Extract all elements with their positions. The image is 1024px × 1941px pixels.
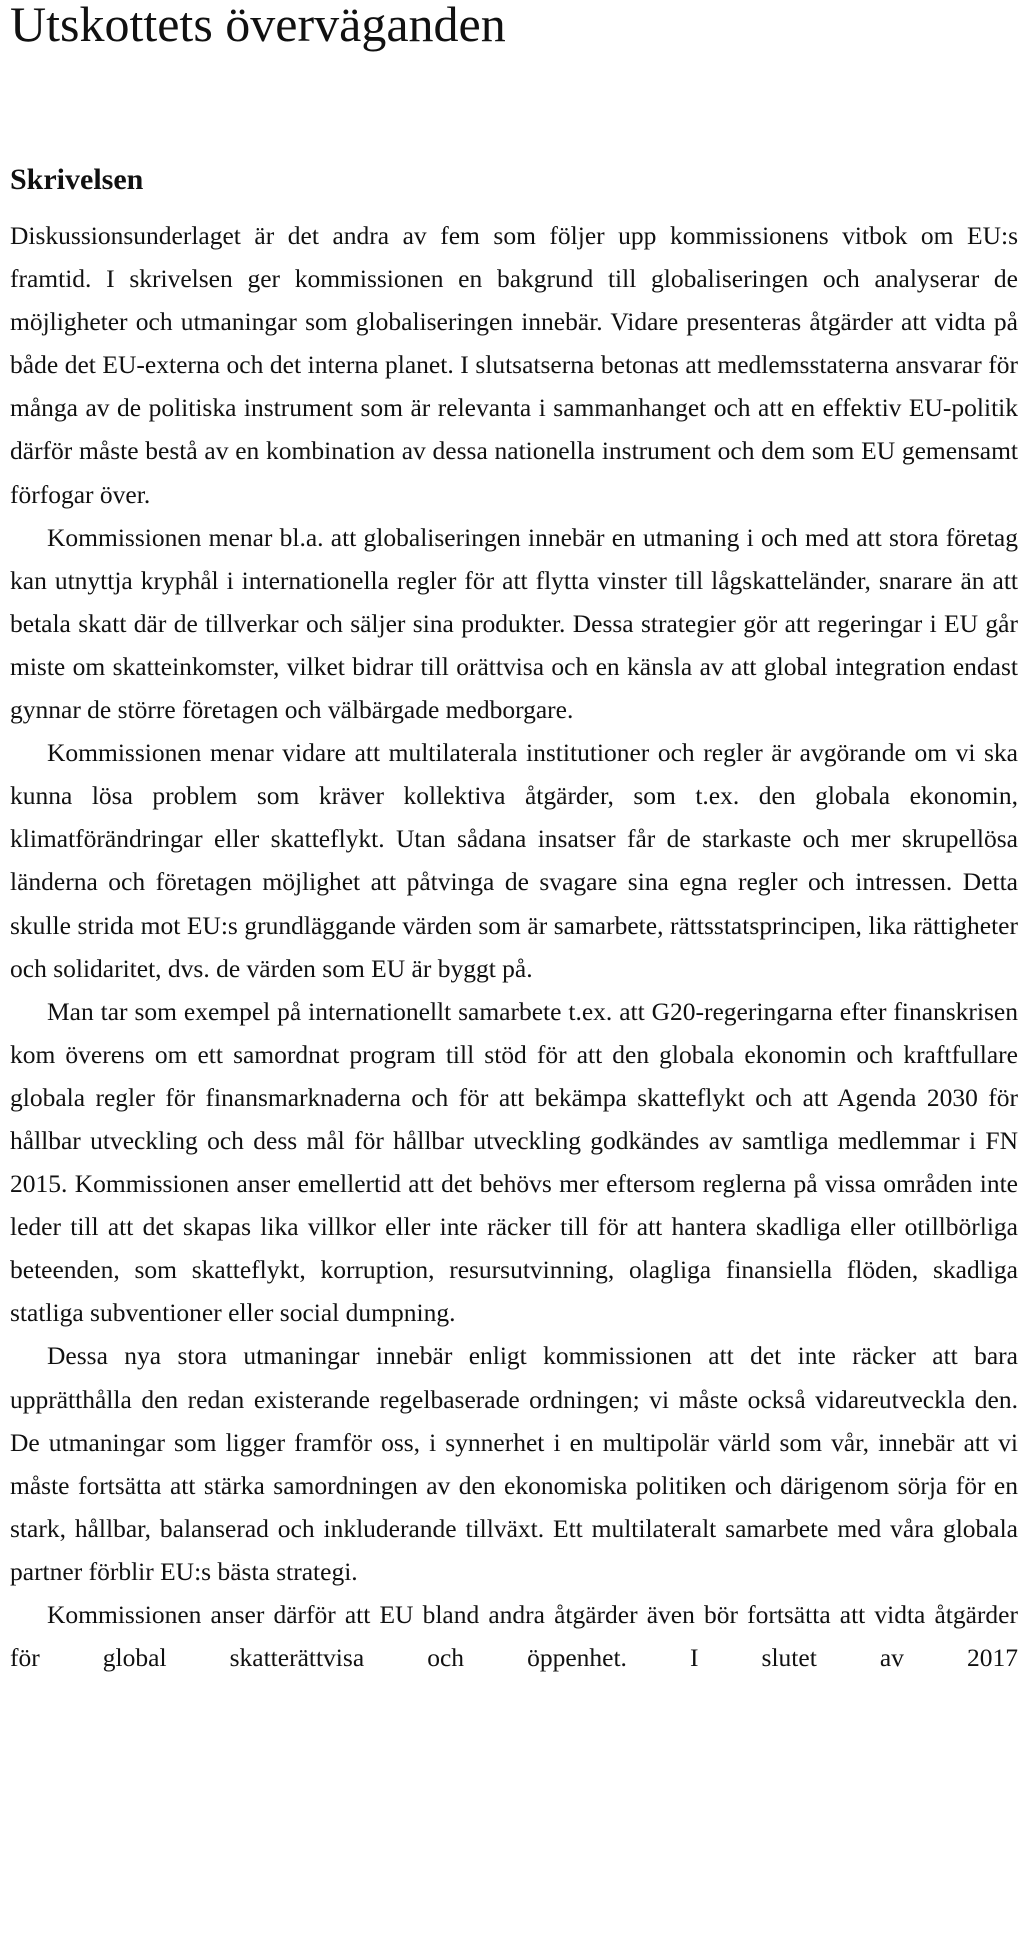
paragraph-3: Kommissionen menar vidare att multilaterala institutioner och regler är avgörande om vi ska kunna lösa problem som kräver kollektiva åtgärder, som t.ex. den globala ekonomin, klimatförändringar eller skatteflykt. Utan sådana insatser får de starkaste och mer skrupellösa länderna och företagen möjlighet att påtvinga de svagare sina egna regler och intressen. Detta skulle strida mot EU:s grundläggande värden som är samarbete, rättsstatsprincipen, lika rättigheter och solidaritet, dvs. de värden som EU är byggt på. <box>10 738 1018 983</box>
page-title: Utskottets överväganden <box>10 0 506 52</box>
paragraph-5: Dessa nya stora utmaningar innebär enligt kommissionen att det inte räcker att bara upprätthålla den redan existerande regelbaserade ordningen; vi måste också vidareutveckla den. De utmaningar som ligger framför oss, i synnerhet i en multipolär värld som vår, innebär att vi måste fortsätta att stärka samordningen av den ekonomiska politiken och därigenom sörja för en stark, hållbar, balanserad och inkluderande tillväxt. Ett multilateralt samarbete med våra globala partner förblir EU:s bästa strategi. <box>10 1341 1018 1586</box>
section-heading: Skrivelsen <box>10 163 144 196</box>
paragraph-4: Man tar som exempel på internationellt samarbete t.ex. att G20-regeringarna efter finanskrisen kom överens om ett samordnat program till stöd för att den globala ekonomin och kraftfullare globala regler för finansmarknaderna och för att bekämpa skatteflykt och att Agenda 2030 för hållbar utveckling och dess mål för hållbar utveckling godkändes av samtliga medlemmar i FN 2015. Kommissionen anser emellertid att det behövs mer eftersom reglerna på vissa områden inte leder till att det skapas lika villkor eller inte räcker till för att hantera skadliga eller otillbörliga beteenden, som skatteflykt, korruption, resursutvinning, olagliga finansiella flöden, skadliga statliga subventioner eller social dumpning. <box>10 996 1018 1328</box>
paragraph-2: Kommissionen menar bl.a. att globaliseringen innebär en utmaning i och med att stora företag kan utnyttja kryphål i internationella regler för att flytta vinster till lågskatteländer, snarare än att betala skatt där de tillverkar och säljer sina produkter. Dessa strategier gör att regeringar i EU går miste om skatteinkomster, vilket bidrar till orättvisa och en känsla av att global integration endast gynnar de större företagen och välbärgade medborgare. <box>10 522 1018 725</box>
paragraph-6: Kommissionen anser därför att EU bland andra åtgärder även bör fortsätta att vidta åtgärder för global skatterättvisa och öppenhet. I slutet av 2017 <box>10 1600 1018 1673</box>
body-text <box>10 214 1018 1679</box>
paragraph-1: Diskussionsunderlaget är det andra av fem som följer upp kommissionens vitbok om EU:s framtid. I skrivelsen ger kommissionen en bakgrund till globaliseringen och analyserar de möjligheter och utmaningar som globaliseringen innebär. Vidare presenteras åtgärder att vidta på både det EU-externa och det interna planet. I slutsatserna betonas att medlemsstaterna ansvarar för många av de politiska instrument som är relevanta i sammanhanget och att en effektiv EU-politik därför måste bestå av en kombination av dessa nationella instrument och dem som EU gemensamt förfogar över. <box>10 221 1018 509</box>
